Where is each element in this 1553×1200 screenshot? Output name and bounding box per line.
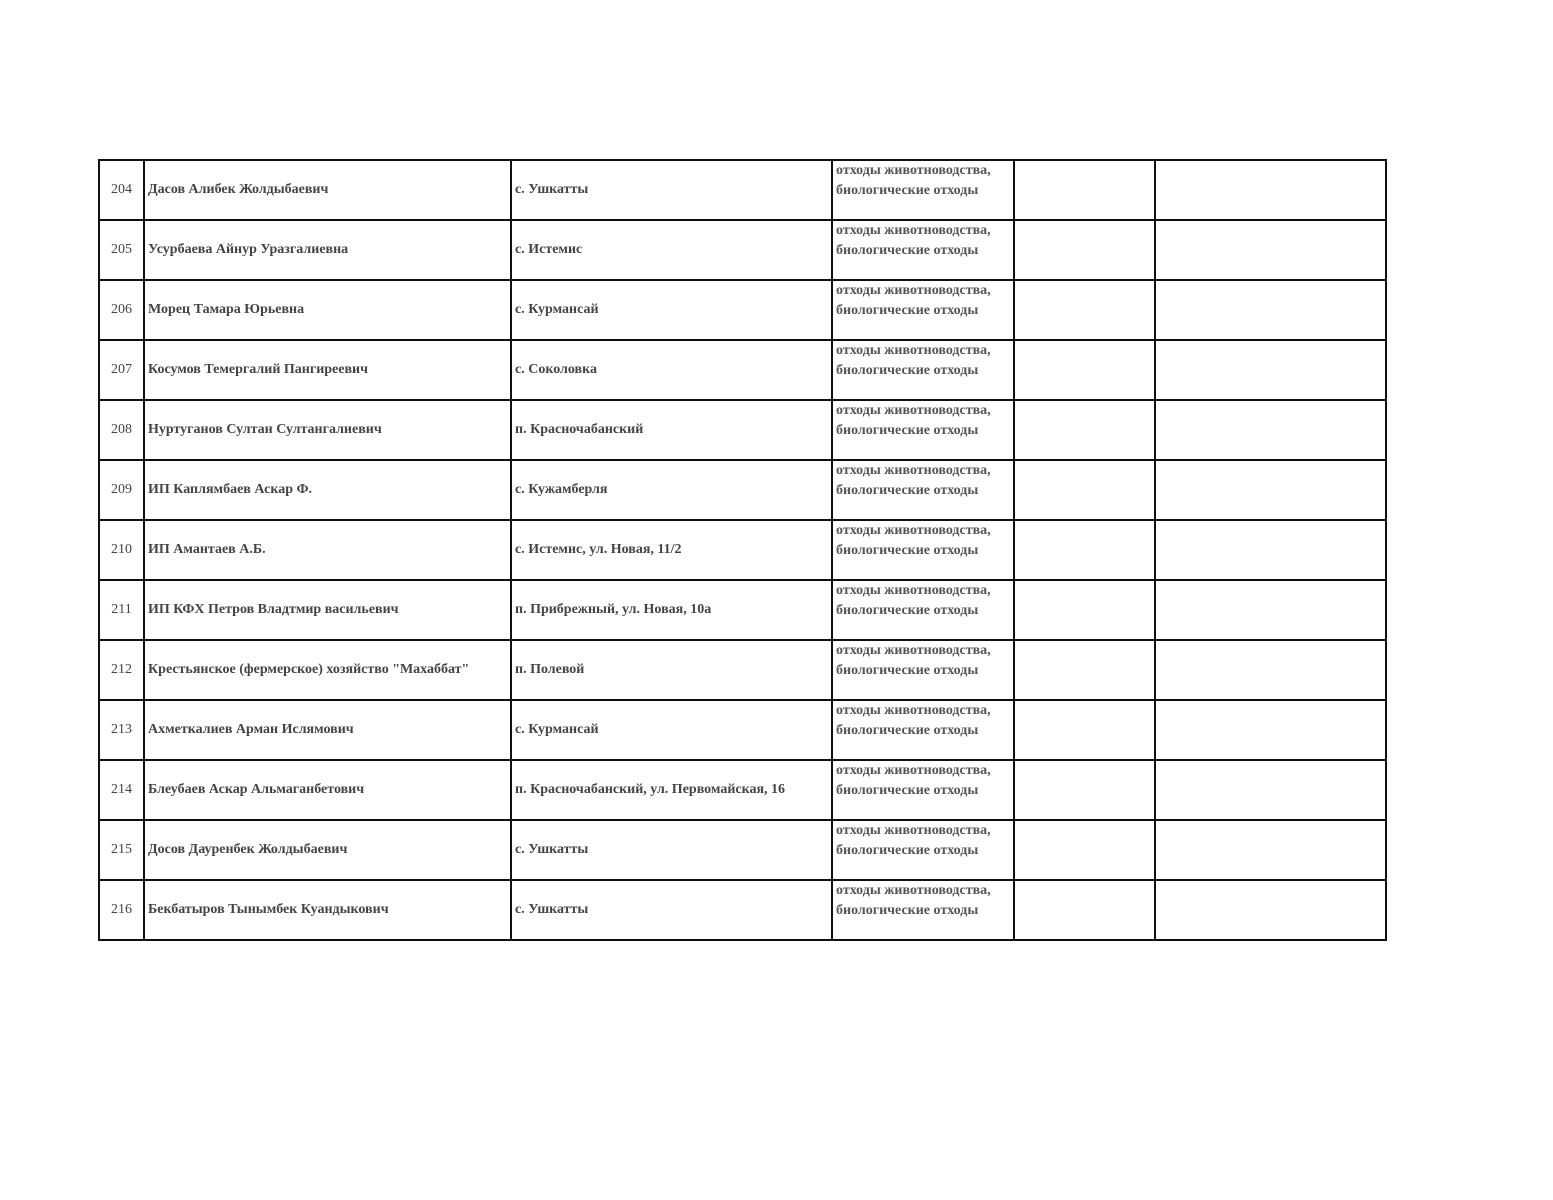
waste-line-1: отходы животноводства,: [836, 223, 991, 238]
empty-cell: [1014, 400, 1155, 460]
address: с. Ушкатты: [511, 820, 832, 880]
empty-cell: [1155, 640, 1386, 700]
owner-name: Морец Тамара Юрьевна: [144, 280, 511, 340]
table-row: [99, 760, 1386, 820]
owner-name: Блеубаев Аскар Альмаганбетович: [144, 760, 511, 820]
table-row: [99, 400, 1386, 460]
owner-name: Усурбаева Айнур Уразгалиевна: [144, 220, 511, 280]
row-number: 213: [99, 700, 144, 760]
waste-line-2: биологические отходы: [836, 663, 979, 678]
empty-cell: [1014, 700, 1155, 760]
row-number: 206: [99, 280, 144, 340]
address: с. Курмансай: [511, 700, 832, 760]
owner-name: Крестьянское (фермерское) хозяйство "Махаббат": [144, 640, 511, 700]
waste-line-2: биологические отходы: [836, 363, 979, 378]
address: с. Соколовка: [511, 340, 832, 400]
empty-cell: [1014, 160, 1155, 220]
waste-type: [832, 580, 1014, 640]
waste-line-1: отходы животноводства,: [836, 583, 991, 598]
table-row: [99, 640, 1386, 700]
empty-cell: [1155, 520, 1386, 580]
waste-line-1: отходы животноводства,: [836, 403, 991, 418]
table-row: [99, 520, 1386, 580]
empty-cell: [1155, 580, 1386, 640]
empty-cell: [1155, 760, 1386, 820]
empty-cell: [1155, 460, 1386, 520]
waste-type: [832, 400, 1014, 460]
empty-cell: [1155, 160, 1386, 220]
empty-cell: [1014, 280, 1155, 340]
waste-line-2: биологические отходы: [836, 423, 979, 438]
address: п. Красночабанский: [511, 400, 832, 460]
empty-cell: [1155, 220, 1386, 280]
owner-name: Дасов Алибек Жолдыбаевич: [144, 160, 511, 220]
empty-cell: [1014, 460, 1155, 520]
waste-line-1: отходы животноводства,: [836, 703, 991, 718]
row-number: 214: [99, 760, 144, 820]
waste-line-1: отходы животноводства,: [836, 823, 991, 838]
empty-cell: [1014, 760, 1155, 820]
table-row: [99, 280, 1386, 340]
waste-line-2: биологические отходы: [836, 723, 979, 738]
empty-cell: [1014, 520, 1155, 580]
address: п. Полевой: [511, 640, 832, 700]
owner-name: Бекбатыров Тынымбек Куандыкович: [144, 880, 511, 940]
address: с. Ушкатты: [511, 880, 832, 940]
waste-line-1: отходы животноводства,: [836, 343, 991, 358]
owner-name: ИП Каплямбаев Аскар Ф.: [144, 460, 511, 520]
address: с. Курмансай: [511, 280, 832, 340]
waste-type: [832, 280, 1014, 340]
row-number: 210: [99, 520, 144, 580]
waste-line-2: биологические отходы: [836, 183, 979, 198]
address: п. Красночабанский, ул. Первомайская, 16: [511, 760, 832, 820]
waste-line-1: отходы животноводства,: [836, 883, 991, 898]
empty-cell: [1014, 580, 1155, 640]
waste-type: [832, 460, 1014, 520]
owner-name: ИП КФХ Петров Владтмир васильевич: [144, 580, 511, 640]
waste-line-1: отходы животноводства,: [836, 523, 991, 538]
owner-name: Косумов Темергалий Пангиреевич: [144, 340, 511, 400]
table-row: [99, 220, 1386, 280]
waste-line-2: биологические отходы: [836, 243, 979, 258]
owner-name: Нуртуганов Султан Султангалиевич: [144, 400, 511, 460]
waste-type: [832, 760, 1014, 820]
table-row: [99, 160, 1386, 220]
table-row: [99, 580, 1386, 640]
owner-name: ИП Амантаев А.Б.: [144, 520, 511, 580]
empty-cell: [1155, 340, 1386, 400]
empty-cell: [1155, 820, 1386, 880]
waste-line-1: отходы животноводства,: [836, 283, 991, 298]
row-number: 216: [99, 880, 144, 940]
empty-cell: [1155, 880, 1386, 940]
row-number: 209: [99, 460, 144, 520]
waste-type: [832, 220, 1014, 280]
waste-line-1: отходы животноводства,: [836, 763, 991, 778]
waste-line-2: биологические отходы: [836, 903, 979, 918]
waste-line-1: отходы животноводства,: [836, 163, 991, 178]
table-row: [99, 820, 1386, 880]
empty-cell: [1014, 340, 1155, 400]
empty-cell: [1155, 400, 1386, 460]
owner-name: Ахметкалиев Арман Ислямович: [144, 700, 511, 760]
waste-line-2: биологические отходы: [836, 543, 979, 558]
address: с. Истемис, ул. Новая, 11/2: [511, 520, 832, 580]
waste-type: [832, 880, 1014, 940]
empty-cell: [1014, 220, 1155, 280]
address: с. Истемис: [511, 220, 832, 280]
address: с. Кужамберля: [511, 460, 832, 520]
waste-line-2: биологические отходы: [836, 483, 979, 498]
waste-type: [832, 700, 1014, 760]
waste-type: [832, 520, 1014, 580]
waste-line-1: отходы животноводства,: [836, 643, 991, 658]
row-number: 208: [99, 400, 144, 460]
waste-line-2: биологические отходы: [836, 603, 979, 618]
empty-cell: [1014, 640, 1155, 700]
waste-type: [832, 640, 1014, 700]
address: с. Ушкатты: [511, 160, 832, 220]
empty-cell: [1155, 700, 1386, 760]
row-number: 215: [99, 820, 144, 880]
waste-type: [832, 820, 1014, 880]
empty-cell: [1155, 280, 1386, 340]
table-row: [99, 700, 1386, 760]
row-number: 207: [99, 340, 144, 400]
waste-line-2: биологические отходы: [836, 843, 979, 858]
empty-cell: [1014, 820, 1155, 880]
registry-table: [98, 159, 1387, 941]
owner-name: Досов Дауренбек Жолдыбаевич: [144, 820, 511, 880]
table-row: [99, 460, 1386, 520]
table-row: [99, 880, 1386, 940]
row-number: 211: [99, 580, 144, 640]
waste-line-1: отходы животноводства,: [836, 463, 991, 478]
row-number: 205: [99, 220, 144, 280]
waste-type: [832, 340, 1014, 400]
waste-line-2: биологические отходы: [836, 303, 979, 318]
row-number: 212: [99, 640, 144, 700]
row-number: 204: [99, 160, 144, 220]
empty-cell: [1014, 880, 1155, 940]
waste-line-2: биологические отходы: [836, 783, 979, 798]
waste-type: [832, 160, 1014, 220]
table-row: [99, 340, 1386, 400]
address: п. Прибрежный, ул. Новая, 10а: [511, 580, 832, 640]
